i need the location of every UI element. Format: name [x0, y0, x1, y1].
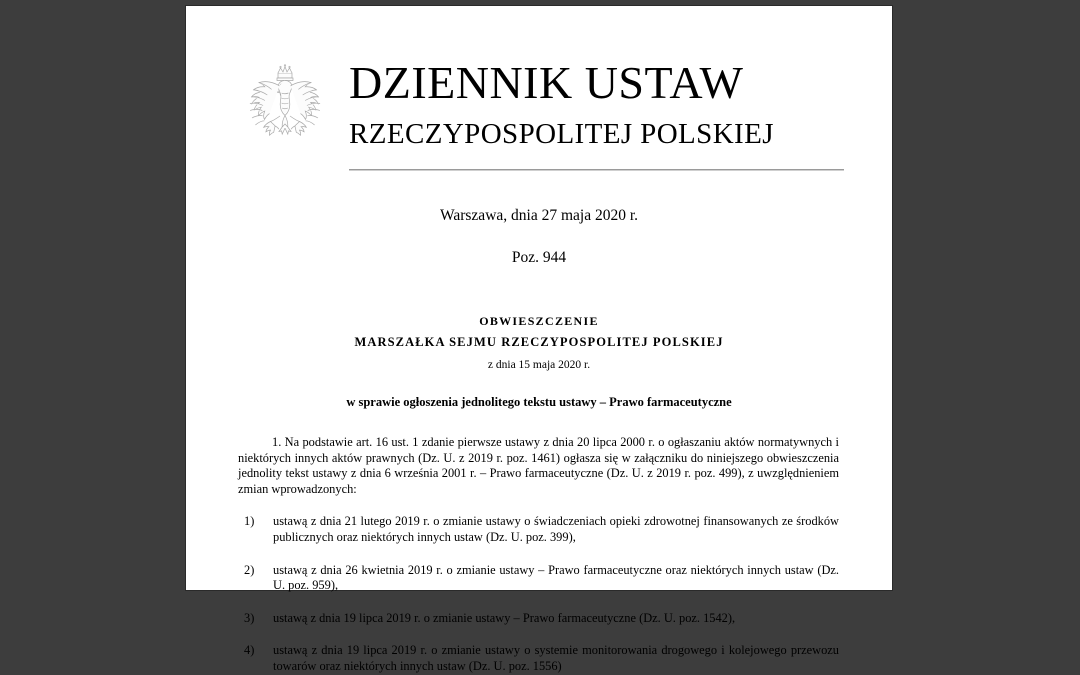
list-item-text: ustawą z dnia 19 lipca 2019 r. o zmianie ustawy – Prawo farmaceutyczne (Dz. U. poz. 1542),	[273, 610, 736, 625]
list-item-number: 1)	[244, 514, 255, 529]
list-item-text: ustawą z dnia 19 lipca 2019 r. o zmianie ustawy o systemie monitorowania drogowego i kolejowego przewozu towarów oraz niektórych innych ustaw (Dz. U. poz. 1556)	[273, 643, 839, 673]
masthead	[186, 6, 892, 174]
list-item	[238, 563, 839, 594]
list-item	[238, 643, 839, 674]
place-and-date: Warszawa, dnia 27 maja 2020 r.	[439, 207, 639, 224]
masthead-titles	[349, 56, 844, 152]
list-item	[238, 514, 839, 545]
announcement-subject: w sprawie ogłoszenia jednolitego tekstu ustawy – Prawo farmaceutyczne	[346, 395, 732, 409]
announcement-heading: OBWIESZCZENIE	[479, 314, 599, 328]
list-item	[238, 611, 839, 627]
announcement-authority: MARSZAŁKA SEJMU RZECZYPOSPOLITEJ POLSKIEJ	[354, 335, 724, 349]
announcement-heading-block	[186, 312, 892, 411]
list-item-text: ustawą z dnia 26 kwietnia 2019 r. o zmianie ustawy – Prawo farmaceutyczne oraz niektórych innych ustaw (Dz. U. poz. 959),	[273, 562, 839, 593]
masthead-divider	[349, 169, 844, 171]
list-item-number: 3)	[244, 610, 255, 625]
polish-eagle-emblem	[248, 59, 322, 167]
document-page	[185, 5, 893, 673]
journal-subtitle: RZECZYPOSPOLITEJ POLSKIEJ	[349, 118, 774, 150]
body-paragraph-1: 1. Na podstawie art. 16 ust. 1 zdanie pierwsze ustawy z dnia 20 lipca 2000 r. o ogłaszaniu aktów normatywnych i niektórych innych aktów prawnych (Dz. U. z 2019 r. poz. 1461) ogłasza się w załączniku do niniejszego obwieszczenia jednolity tekst ustawy z dnia 6 września 2001 r. – Prawo farmaceutyczne (Dz. U. z 2019 r. poz. 499), z uwzględnieniem zmian wprowadzonych:	[238, 435, 839, 496]
journal-title: DZIENNIK USTAW	[349, 57, 744, 108]
position-number: Poz. 944	[511, 249, 567, 266]
amendments-list	[238, 514, 839, 674]
list-item-number: 4)	[244, 643, 255, 658]
list-item-number: 2)	[244, 562, 255, 577]
list-item-text: ustawą z dnia 21 lutego 2019 r. o zmianie ustawy o świadczeniach opieki zdrowotnej finansowanych ze środków publicznych oraz niektórych innych ustaw (Dz. U. poz. 399),	[273, 514, 839, 544]
announcement-date: z dnia 15 maja 2020 r.	[487, 359, 591, 371]
document-body	[186, 435, 892, 675]
